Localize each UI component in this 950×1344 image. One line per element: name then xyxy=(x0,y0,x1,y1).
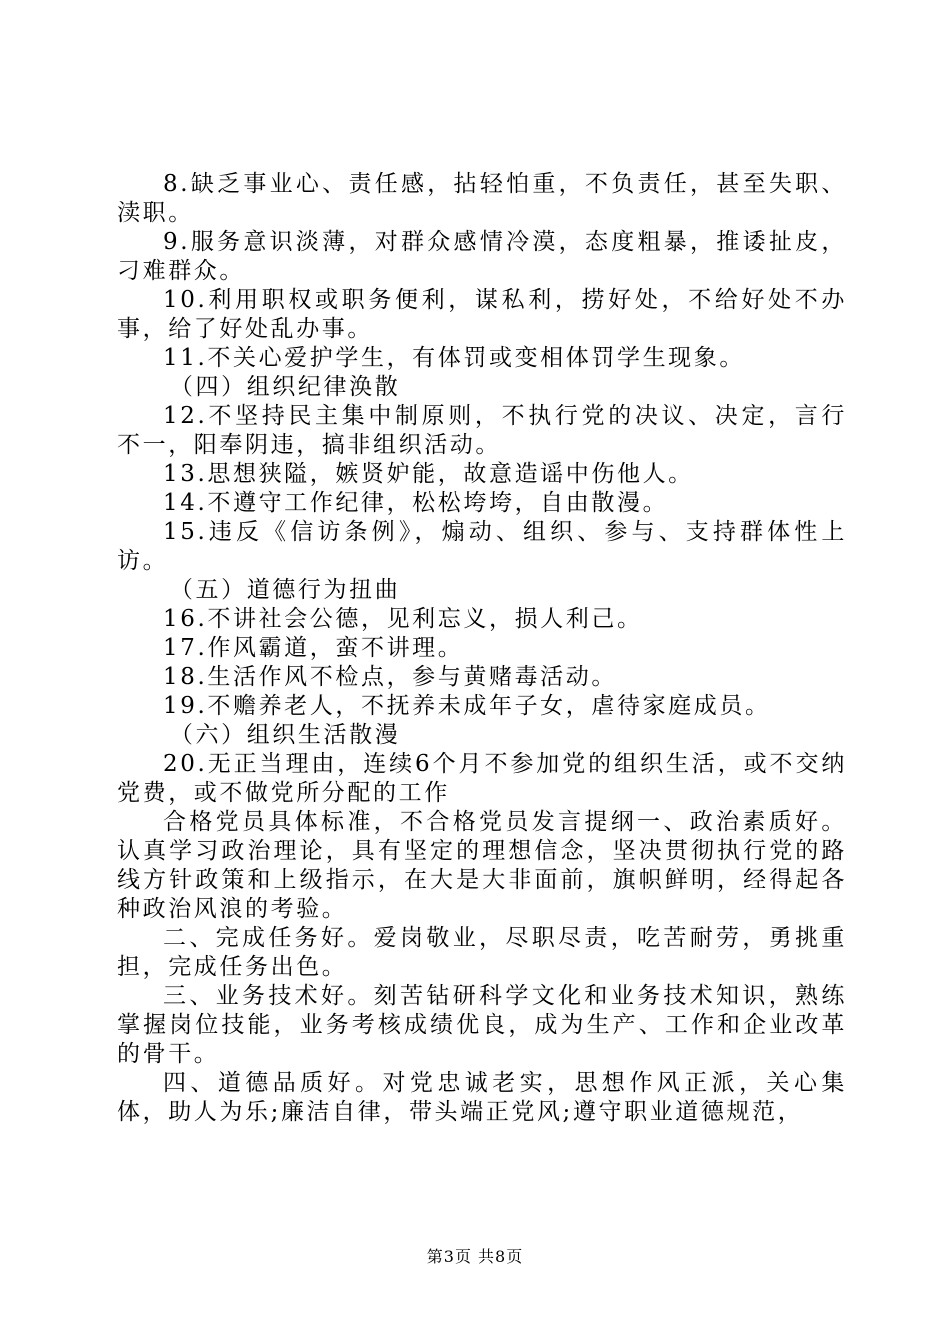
paragraph-standard-3: 三、业务技术好。刻苦钻研科学文化和业务技术知识，熟练掌握岗位技能，业务考核成绩优良，成为生产、工作和企业改革的骨干。 xyxy=(117,983,847,1067)
paragraph-item-13: 13.思想狭隘，嫉贤妒能，故意造谣中伤他人。 xyxy=(163,461,694,487)
paragraph-item-16: 16.不讲社会公德，见利忘义，损人利己。 xyxy=(163,606,643,632)
section-heading-4: （四）组织纪律涣散 xyxy=(169,374,401,400)
paragraph-standard-2: 二、完成任务好。爱岗敬业，尽职尽责，吃苦耐劳，勇挑重担，完成任务出色。 xyxy=(117,925,847,980)
paragraph-item-20: 20.无正当理由，连续6个月不参加党的组织生活，或不交纳党费，或不做党所分配的工作 xyxy=(117,751,847,806)
section-heading-5: （五）道德行为扭曲 xyxy=(169,577,401,603)
paragraph-item-15: 15.违反《信访条例》，煽动、组织、参与、支持群体性上访。 xyxy=(117,519,847,574)
paragraph-item-18: 18.生活作风不检点，参与黄赌毒活动。 xyxy=(163,664,617,690)
paragraph-item-10: 10.利用职权或职务便利，谋私利，捞好处，不给好处不办事，给了好处乱办事。 xyxy=(117,287,847,342)
paragraph-item-9: 9.服务意识淡薄，对群众感情冷漠，态度粗暴，推诿扯皮，刁难群众。 xyxy=(117,229,847,284)
section-heading-6: （六）组织生活散漫 xyxy=(169,722,401,748)
paragraph-standard-4: 四、道德品质好。对党忠诚老实，思想作风正派，关心集体，助人为乐;廉洁自律，带头端正党风;遵守职业道德规范， xyxy=(117,1070,847,1125)
paragraph-item-14: 14.不遵守工作纪律，松松垮垮，自由散漫。 xyxy=(163,490,669,516)
paragraph-item-11: 11.不关心爱护学生，有体罚或变相体罚学生现象。 xyxy=(163,345,745,371)
paragraph-item-19: 19.不赡养老人，不抚养未成年子女，虐待家庭成员。 xyxy=(163,693,771,719)
paragraph-standard-1: 合格党员具体标准，不合格党员发言提纲一、政治素质好。认真学习政治理论，具有坚定的理想信念，坚决贯彻执行党的路线方针政策和上级指示，在大是大非面前，旗帜鲜明，经得起各种政治风浪的考验。 xyxy=(117,809,847,922)
paragraph-item-8: 8.缺乏事业心、责任感，拈轻怕重，不负责任，甚至失职、渎职。 xyxy=(117,171,847,226)
paragraph-item-17: 17.作风霸道，蛮不讲理。 xyxy=(163,635,464,661)
page-number-footer: 第3页 共8页 xyxy=(426,1247,524,1266)
paragraph-item-12: 12.不坚持民主集中制原则，不执行党的决议、决定，言行不一，阳奉阴违，搞非组织活动。 xyxy=(117,403,847,458)
document-body xyxy=(117,170,847,1127)
